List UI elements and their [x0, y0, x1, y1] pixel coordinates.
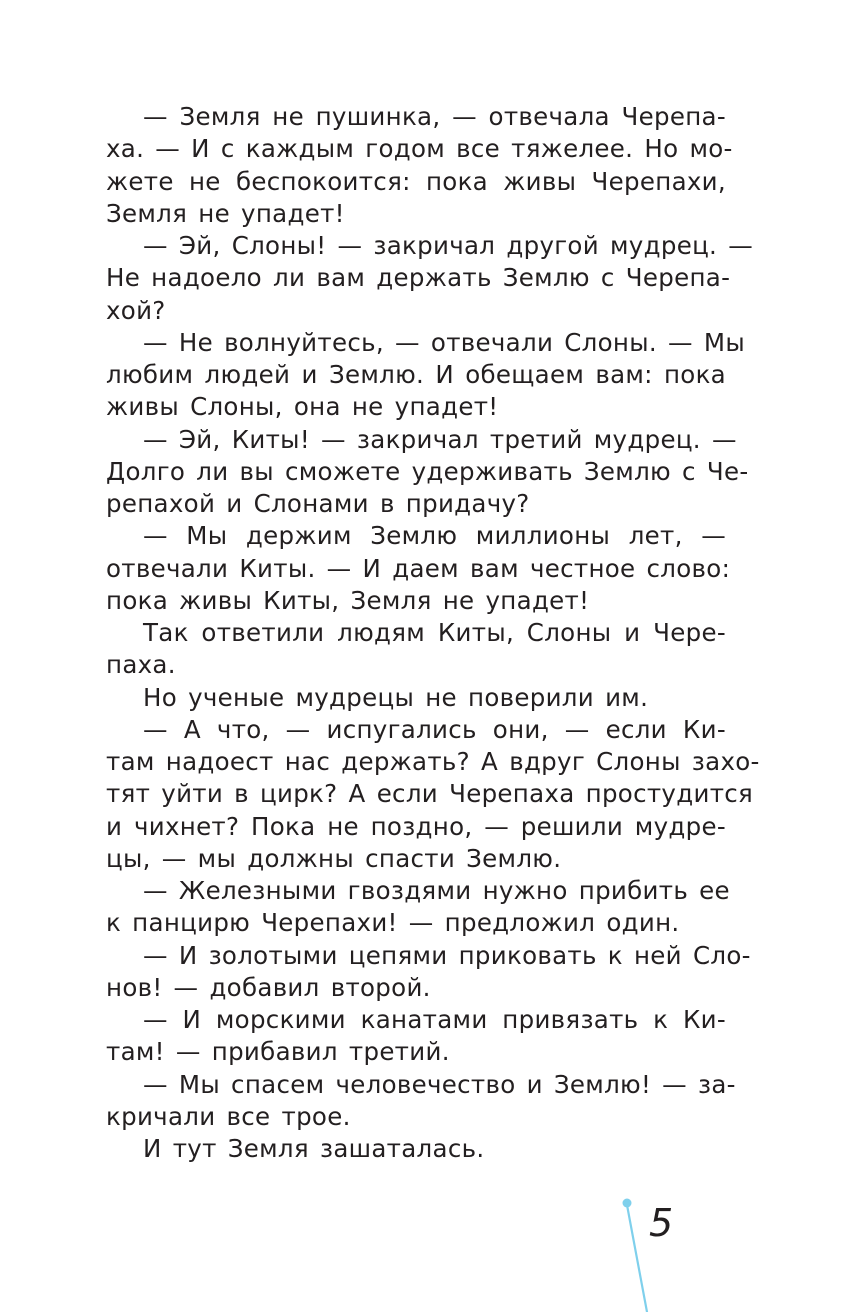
text-line: жете не беспокоится: пока живы Черепахи,: [106, 166, 726, 196]
text-line: там надоест нас держать? А вдруг Слоны захо-: [106, 747, 760, 776]
text-line: — И морскими канатами привязать к Ки-: [143, 1005, 726, 1034]
text-line: — А что, — испугались они, — если Ки-: [143, 714, 726, 744]
text-line: — Эй, Слоны! — закричал другой мудрец. —: [143, 231, 754, 260]
text-line: Не надоело ли вам держать Землю с Черепа-: [106, 263, 731, 293]
text-line: Но ученые мудрецы не поверили им.: [143, 682, 649, 712]
text-line: — И золотыми цепями приковать к ней Сло-: [143, 940, 751, 970]
text-line: Долго ли вы сможете удерживать Землю с Че-: [106, 456, 749, 486]
page-number: 5: [649, 1201, 674, 1245]
text-line: ха. — И с каждым годом все тяжелее. Но мо-: [106, 134, 733, 164]
text-line: Земля не упадет!: [106, 198, 345, 228]
text-line: хой?: [106, 295, 166, 325]
text-line: там! — прибавил третий.: [106, 1037, 450, 1067]
text-line: — Эй, Киты! — закричал третий мудрец. —: [143, 424, 737, 454]
text-line: Так ответили людям Киты, Слоны и Чере-: [143, 618, 726, 647]
page-text: [106, 101, 760, 1165]
text-line: любим людей и Землю. И обещаем вам: пока: [106, 360, 726, 389]
text-line: — Земля не пушинка, — отвечала Черепа-: [143, 102, 726, 131]
text-line: — Не волнуйтесь, — отвечали Слоны. — Мы: [143, 327, 746, 357]
text-line: — Мы спасем человечество и Землю! — за-: [143, 1069, 736, 1099]
text-line: к панцирю Черепахи! — предложил один.: [106, 908, 680, 938]
text-line: пока живы Киты, Земля не упадет!: [106, 585, 590, 615]
text-line: — Мы держим Землю миллионы лет, —: [143, 521, 726, 551]
text-line: нов! — добавил второй.: [106, 972, 431, 1002]
text-line: репахой и Слонами в придачу?: [106, 489, 530, 518]
text-line: цы, — мы должны спасти Землю.: [106, 843, 562, 873]
text-line: — Железными гвоздями нужно прибить ее: [143, 876, 730, 905]
text-line: живы Слоны, она не упадет!: [106, 392, 499, 422]
text-line: и чихнет? Пока не поздно, — решили мудре-: [106, 811, 726, 841]
text-line: кричали все трое.: [106, 1101, 351, 1131]
text-line: паха.: [106, 650, 176, 680]
text-line: тят уйти в цирк? А если Черепаха простудится: [106, 779, 754, 809]
text-line: И тут Земля зашаталась.: [143, 1134, 485, 1163]
decoration-line: [627, 1205, 647, 1312]
text-line: отвечали Киты. — И даем вам честное слово:: [106, 553, 731, 583]
page-decoration-line-icon: [600, 1185, 690, 1312]
